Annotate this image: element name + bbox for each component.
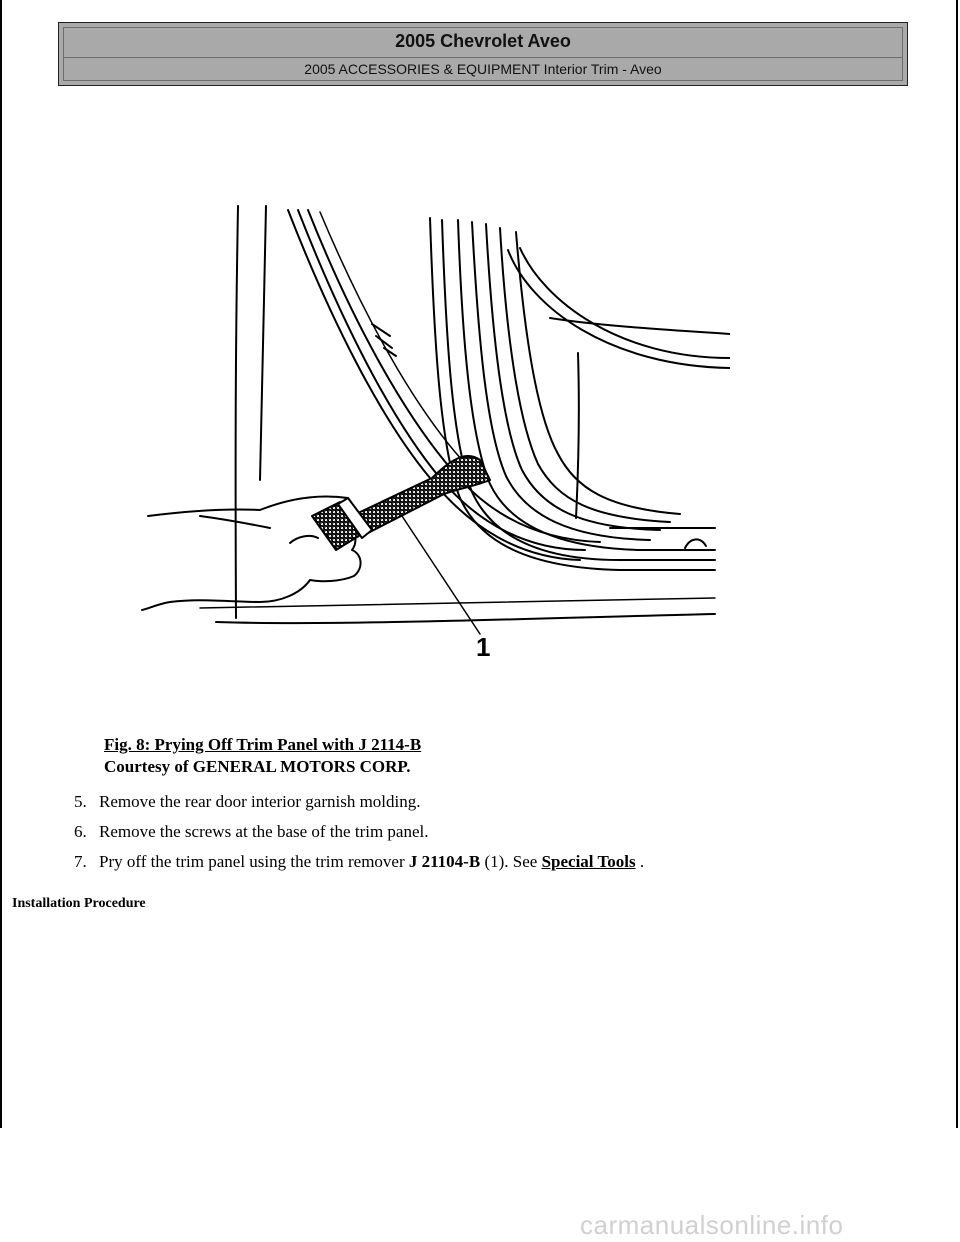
figure-prying-trim-panel xyxy=(140,198,730,668)
step-text: Remove the rear door interior garnish molding. xyxy=(99,792,421,811)
door-curve-7 xyxy=(516,232,680,514)
step-text: Pry off the trim panel using the trim remover xyxy=(99,852,409,871)
step-6 xyxy=(74,822,644,852)
step-text-middle: (1). See xyxy=(480,852,542,871)
door-curve-1 xyxy=(430,218,715,570)
figure-caption xyxy=(104,734,421,778)
section-heading-installation: Installation Procedure xyxy=(12,896,146,911)
sill-line-2 xyxy=(685,539,706,548)
header-inner xyxy=(63,27,903,81)
header-divider xyxy=(64,57,902,58)
door-curve-3 xyxy=(458,220,715,550)
footer-watermark: carmanualsonline.info xyxy=(580,1210,844,1240)
document-header xyxy=(58,22,908,86)
procedure-steps xyxy=(74,792,644,882)
pillar-line-left-2 xyxy=(260,206,266,480)
special-tools-link[interactable]: Special Tools xyxy=(541,852,636,871)
window-curve-2 xyxy=(520,248,730,358)
hand-thumb xyxy=(290,536,318,543)
sill-line-4 xyxy=(216,614,715,623)
step-text: Remove the screws at the base of the trim panel. xyxy=(99,822,429,841)
tool-number: J 21104-B xyxy=(408,852,481,871)
step-number: 7. xyxy=(74,852,87,871)
callout-leader xyxy=(402,516,480,634)
figure-caption-courtesy: Courtesy of GENERAL MOTORS CORP. xyxy=(104,757,411,776)
step-7 xyxy=(74,852,644,882)
window-frame-line xyxy=(576,353,579,518)
header-subtitle: 2005 ACCESSORIES & EQUIPMENT Interior Trim - Aveo xyxy=(304,61,662,77)
door-curve-5 xyxy=(486,224,660,530)
step-number: 6. xyxy=(74,822,87,841)
window-curve-1 xyxy=(508,250,730,368)
pillar-line-left-1 xyxy=(236,206,238,618)
callout-label: 1 xyxy=(476,632,491,662)
step-number: 5. xyxy=(74,792,87,811)
step-text-end: . xyxy=(635,852,645,871)
step-5 xyxy=(74,792,644,822)
header-title: 2005 Chevrolet Aveo xyxy=(395,31,571,51)
figure-caption-title: Fig. 8: Prying Off Trim Panel with J 2114-B xyxy=(104,735,422,754)
